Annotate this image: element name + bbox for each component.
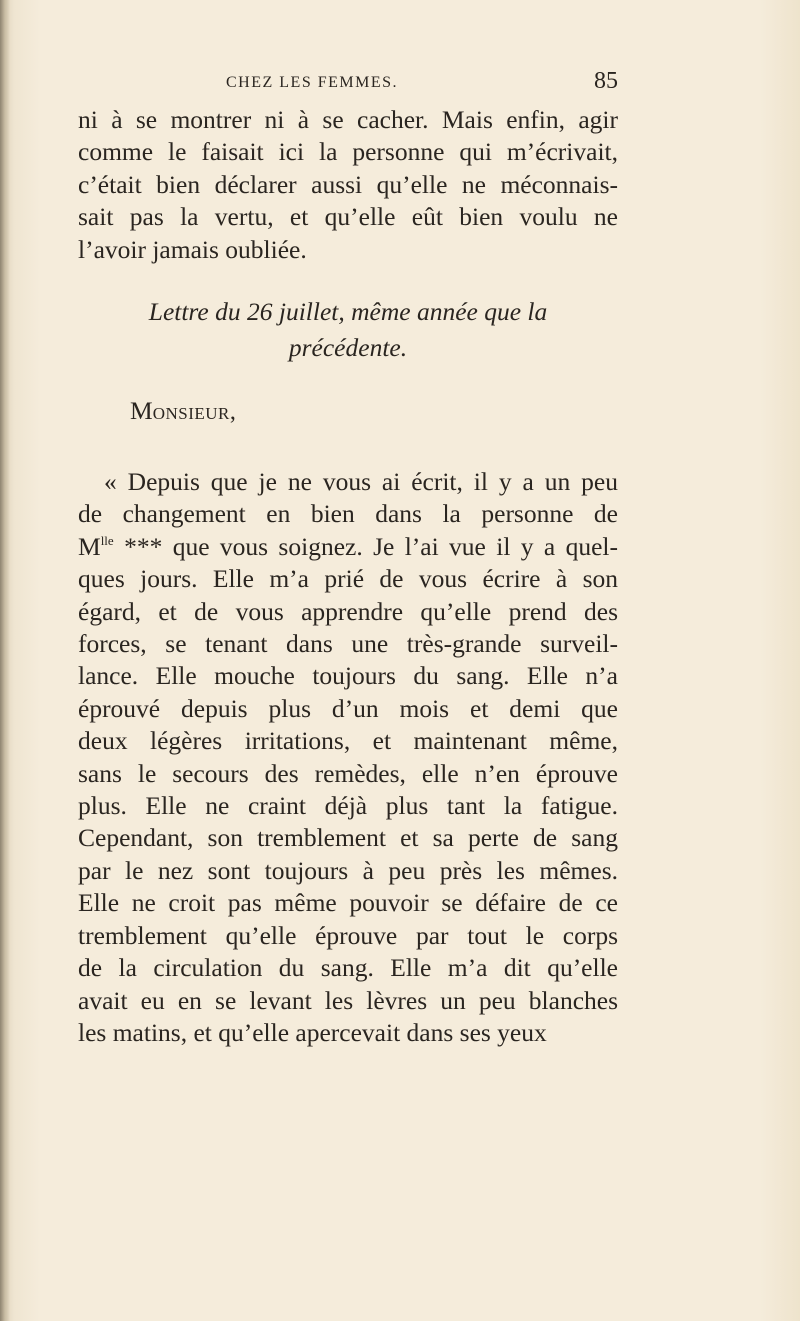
mademoiselle-abbrev: M (78, 531, 101, 561)
text-line: comme le faisait ici la personne qui m’écrivait, (78, 137, 618, 167)
text-line: ni à se montrer ni à se cacher. Mais enfin, agir (78, 105, 618, 134)
text-line: par le nez sont toujours à peu près les mêmes. (78, 855, 618, 885)
text-line: « Depuis que je ne vous ai écrit, il y a un peu (104, 467, 618, 496)
text-line: sans le secours des remèdes, elle n’en éprouve (78, 758, 618, 788)
letter-heading-line: Lettre du 26 juillet, même année que la (148, 297, 548, 326)
letter-heading-line: précédente. (288, 333, 408, 362)
text-line: les matins, et qu’elle apercevait dans ses yeux (78, 1017, 547, 1047)
text-line: l’avoir jamais oubliée. (78, 234, 307, 264)
running-head (78, 68, 618, 102)
salutation-rest: ONSIEUR (152, 404, 230, 423)
text-line: Elle ne croit pas même pouvoir se défaire de ce (78, 888, 618, 918)
running-title: CHEZ LES FEMMES. (226, 74, 399, 91)
opening-paragraph (78, 104, 618, 266)
page-gutter (0, 0, 10, 1321)
text-line: plus. Elle ne craint déjà plus tant la fatigue. (78, 791, 618, 821)
text-line: tremblement qu’elle éprouve par tout le corps (78, 920, 618, 950)
text-fragment: *** que vous soignez. Je l’ai vue il y a quel- (113, 531, 618, 561)
letter-body (78, 466, 618, 1049)
text-line: éprouvé depuis plus d’un mois et demi que (78, 693, 618, 723)
text-line (78, 531, 618, 563)
text-line: deux légères irritations, et maintenant même, (78, 726, 618, 756)
text-line: sait pas la vertu, et qu’elle eût bien voulu ne (78, 202, 618, 232)
salutation (130, 396, 236, 426)
text-line: de la circulation du sang. Elle m’a dit qu’elle (78, 953, 618, 983)
salutation-initial: M (130, 396, 153, 425)
text-line: égard, et de vous apprendre qu’elle prend des (78, 596, 618, 626)
text-line: c’était bien déclarer aussi qu’elle ne méconnais- (78, 169, 618, 199)
salutation-punct: , (229, 399, 236, 425)
text-line: avait eu en se levant les lèvres un peu blanches (78, 985, 618, 1015)
text-line: ques jours. Elle m’a prié de vous écrire à son (78, 564, 618, 594)
text-line: lance. Elle mouche toujours du sang. Elle n’a (78, 661, 618, 691)
text-line: de changement en bien dans la personne de (78, 499, 618, 529)
mademoiselle-superscript: lle (100, 532, 114, 548)
letter-heading (78, 294, 618, 366)
text-line: Cependant, son tremblement et sa perte de sang (78, 823, 618, 853)
text-line: forces, se tenant dans une très-grande surveil- (78, 629, 618, 659)
page-number: 85 (594, 68, 618, 94)
